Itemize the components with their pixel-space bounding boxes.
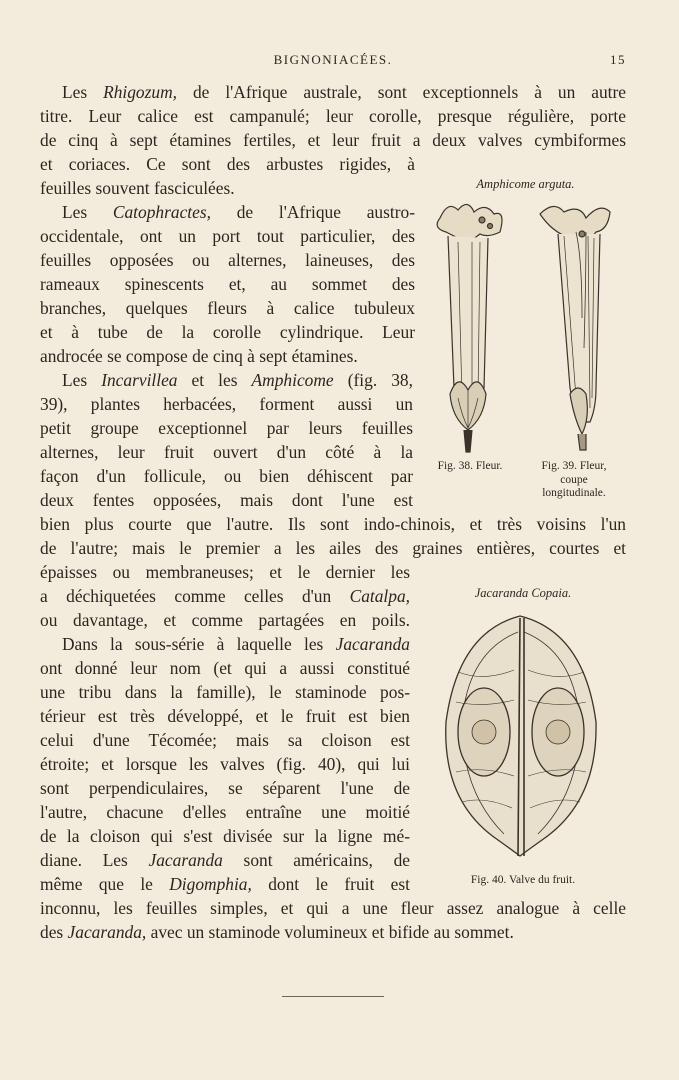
text-line: Les Incarvillea et les Amphicome (fig. 38,	[62, 370, 413, 390]
italic-genus-name: Jacaranda,	[67, 922, 147, 942]
text-line: des Jacaranda, avec un staminode volumineux et bifide au sommet.	[40, 922, 514, 942]
italic-genus-name: Rhigozum,	[103, 82, 177, 102]
text-line: bien plus courte que l'autre. Ils sont indo-chinois, et très voisins l'un	[40, 514, 626, 534]
text-line: étroite; et lorsque les valves (fig. 40), qui lui	[40, 754, 410, 774]
text-line: ont donné leur nom (et qui a aussi constitué	[40, 658, 410, 678]
italic-genus-name: Catophractes,	[112, 202, 211, 222]
text-line: inconnu, les feuilles simples, et qui a une fleur assez analogue à celle	[40, 898, 626, 918]
text-line: Les Rhigozum, de l'Afrique australe, sont exceptionnels à un autre	[62, 82, 626, 102]
text-line: deux fentes opposées, mais dont l'une est	[40, 490, 413, 510]
text-line: façon d'un follicule, ou bien déhiscent par	[40, 466, 413, 486]
fig39-caption-line2: coupe	[560, 474, 588, 486]
running-head	[40, 52, 626, 72]
text-line: térieur est très développé, et le fruit est bien	[40, 706, 410, 726]
text-line: feuilles souvent fasciculées.	[40, 178, 235, 198]
italic-genus-name: Jacaranda	[335, 634, 410, 654]
figure-title-amphicome: Amphicome arguta.	[476, 177, 575, 191]
text-line: même que le Digomphia, dont le fruit est	[40, 874, 410, 894]
italic-genus-name: Incarvillea	[101, 370, 178, 390]
text-line: a déchiquetées comme celles d'un Catalpa,	[40, 586, 410, 606]
text-line: diane. Les Jacaranda sont américains, de	[40, 850, 410, 870]
text-line: celui d'une Técomée; mais sa cloison est	[40, 730, 410, 750]
text-line: rameaux spinescents et, au sommet des	[40, 274, 415, 294]
italic-genus-name: Amphicome	[251, 370, 334, 390]
fig38-flower-illustration	[428, 198, 512, 456]
page-number: 15	[610, 52, 626, 67]
text-line: Les Catophractes, de l'Afrique austro-	[62, 202, 416, 222]
text-line: petit groupe exceptionnel par leurs feuilles	[40, 418, 413, 438]
fig38-caption: Fig. 38. Fleur.	[437, 460, 503, 472]
end-rule	[282, 996, 384, 997]
text-line: et à tube de la corolle cylindrique. Leur	[40, 322, 415, 342]
text-line: alternes, leur fruit ouvert d'un côté à la	[40, 442, 413, 462]
text-line: androcée se compose de cinq à sept étamines.	[40, 346, 358, 366]
text-line: une tribu dans la famille), le staminode pos-	[40, 682, 410, 702]
text-line: et coriaces. Ce sont des arbustes rigides, à	[40, 154, 415, 174]
text-line: branches, quelques fleurs à calice tubuleux	[40, 298, 415, 318]
fig40-fruit-valve-illustration	[438, 612, 604, 860]
running-head-title: BIGNONIACÉES.	[273, 52, 393, 67]
text-line: 39), plantes herbacées, forment aussi un	[40, 394, 413, 414]
text-line: épaisses ou membraneuses; et le dernier les	[40, 562, 410, 582]
fig39-caption-line3: longitudinale.	[542, 487, 606, 499]
text-line: l'autre, chacune d'elles entraîne une moitié	[40, 802, 410, 822]
text-line: sont perpendiculaires, se séparent l'une de	[40, 778, 410, 798]
text-line: Dans la sous-série à laquelle les Jacaranda	[62, 634, 410, 654]
text-line: titre. Leur calice est campanulé; leur corolle, presque régulière, porte	[40, 106, 626, 126]
fig39-caption-line1: Fig. 39. Fleur,	[541, 460, 607, 472]
fig40-caption: Fig. 40. Valve du fruit.	[470, 874, 576, 886]
fig39-flower-section-illustration	[530, 198, 618, 454]
text-line: de la cloison qui s'est divisée sur la ligne mé-	[40, 826, 410, 846]
italic-genus-name: Catalpa,	[349, 586, 410, 606]
figure-title-jacaranda: Jacaranda Copaia.	[474, 586, 572, 600]
italic-genus-name: Digomphia,	[169, 874, 252, 894]
text-line: occidentale, ont un port tout particulier, des	[40, 226, 415, 246]
text-line: de l'autre; mais le premier a les ailes des graines entières, courtes et	[40, 538, 626, 558]
text-line: de cinq à sept étamines fertiles, et leur fruit a deux valves cymbiformes	[40, 130, 626, 150]
text-line: ou davantage, et comme partagées en poils.	[40, 610, 410, 630]
text-line: feuilles opposées ou alternes, laineuses, des	[40, 250, 415, 270]
italic-genus-name: Jacaranda	[148, 850, 223, 870]
